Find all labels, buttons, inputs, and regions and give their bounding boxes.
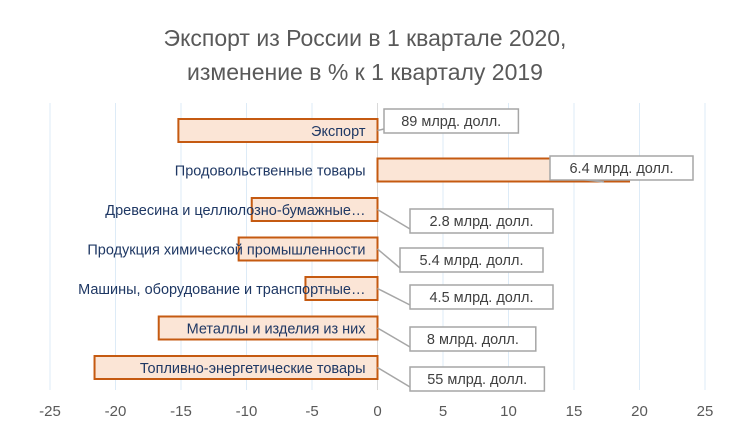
x-tick-label: 20 xyxy=(631,403,648,420)
category-label: Машины, оборудование и транспортные… xyxy=(78,282,366,298)
leader-line xyxy=(378,210,411,230)
chart-title-line-2: изменение в % к 1 кварталу 2019 xyxy=(187,59,543,85)
x-tick-labels xyxy=(39,403,713,420)
leader-line xyxy=(378,328,411,347)
x-tick-label: -10 xyxy=(235,403,258,420)
data-label: 2.8 млрд. долл. xyxy=(429,214,534,230)
x-tick-label: -5 xyxy=(305,403,319,420)
category-label: Древесина и целлюлозно-бумажные… xyxy=(105,203,366,219)
category-label: Металлы и изделия из них xyxy=(186,321,366,338)
data-label: 89 млрд. долл. xyxy=(401,114,502,130)
x-tick-label: 5 xyxy=(438,403,448,420)
x-tick-label: 0 xyxy=(373,403,382,420)
data-label: 6.4 млрд. долл. xyxy=(569,161,674,177)
category-label: Продовольственные товары xyxy=(174,163,366,180)
data-label: 4.5 млрд. долл. xyxy=(429,290,534,306)
leader-line xyxy=(378,289,411,306)
x-tick-label: 10 xyxy=(500,403,517,420)
category-label: Продукция химической промышленности xyxy=(87,242,366,259)
data-label: 8 млрд. долл. xyxy=(426,332,519,348)
data-label: 55 млрд. долл. xyxy=(427,372,528,388)
x-tick-label: 25 xyxy=(696,403,714,420)
x-tick-label: -15 xyxy=(170,403,192,420)
category-label: Экспорт xyxy=(311,124,366,140)
x-tick-label: -20 xyxy=(104,403,127,420)
data-labels xyxy=(384,109,693,391)
leader-line xyxy=(378,249,401,268)
chart-title-line-1: Экспорт из России в 1 квартале 2020, xyxy=(163,25,567,51)
x-tick-label: 15 xyxy=(565,403,583,420)
data-label: 5.4 млрд. долл. xyxy=(419,253,524,269)
category-label: Топливно-энергетические товары xyxy=(139,361,366,377)
leader-line xyxy=(378,368,411,388)
x-tick-label: -25 xyxy=(39,403,61,420)
